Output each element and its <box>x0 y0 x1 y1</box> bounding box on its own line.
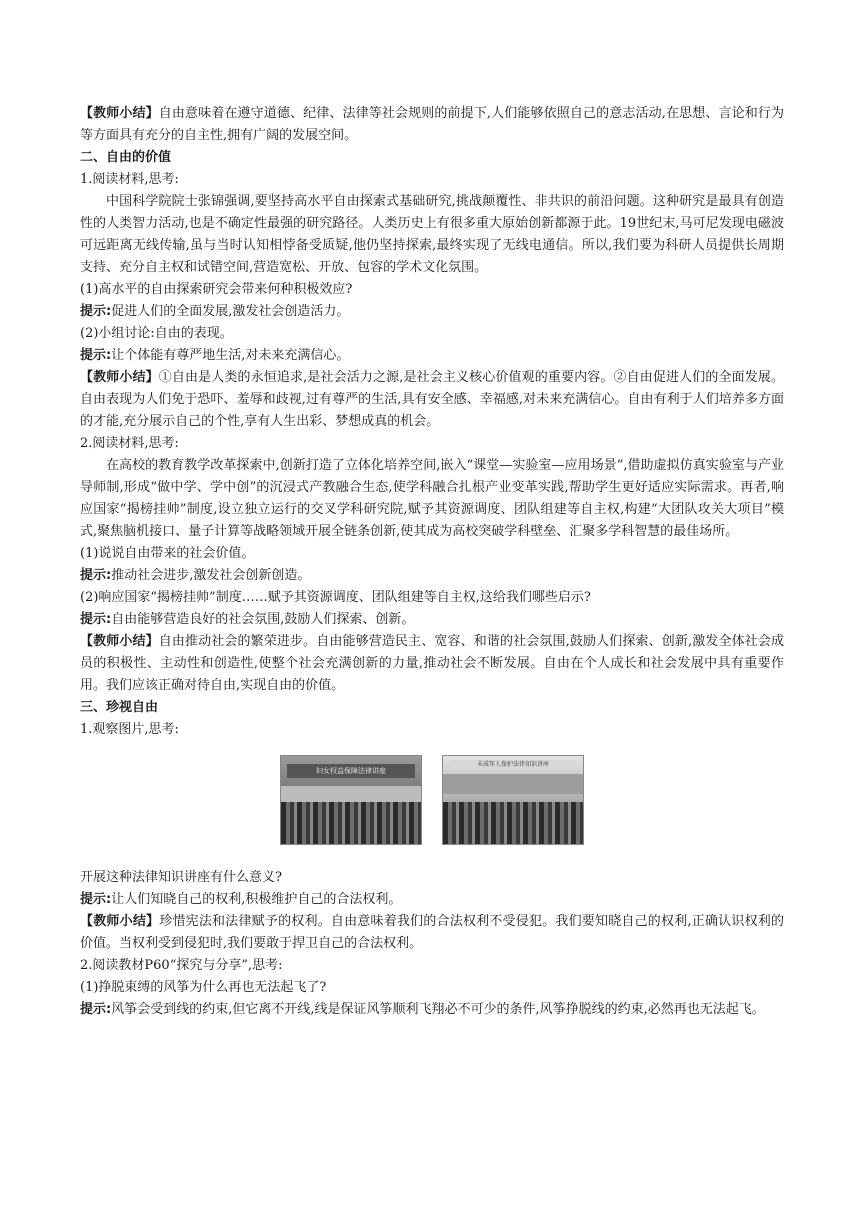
hint-text: 自由能够营造良好的社会氛围,鼓励人们探索、创新。 <box>111 612 415 627</box>
hint-6 <box>80 999 784 1021</box>
sub-question-5: 开展这种法律知识讲座有什么意义? <box>80 870 282 885</box>
photo-banner: 妇女权益保障法律讲座 <box>287 764 415 778</box>
teacher-summary-text: 珍惜宪法和法律赋予的权利。自由意味着我们的合法权利不受侵犯。我们要知晓自己的权利,正确认识权利的价值。当权利受到侵犯时,我们要敢于捍卫自己的合法权利。 <box>80 914 784 951</box>
teacher-summary-text: ①自由是人类的永恒追求,是社会活力之源,是社会主义核心价值观的重要内容。②自由促进人们的全面发展。自由表现为人们免于恐吓、羞辱和歧视,过有尊严的生活,具有安全感、幸福感,对未来充满信心。自由有利于人们培养多方面的才能,充分展示自己的个性,享有人生出彩、梦想成真的机会。 <box>80 370 784 429</box>
teacher-summary-4 <box>80 911 784 955</box>
photo-audience <box>281 802 421 844</box>
question-2: 2.阅读材料,思考: <box>80 436 179 451</box>
photo-audience <box>443 802 583 844</box>
section-heading-3: 三、珍视自由 <box>80 700 159 715</box>
material-1: 中国科学院院士张锦强调,要坚持高水平自由探索式基础研究,挑战颠覆性、非共识的前沿问题。这种研究是最具有创造性的人类智力活动,也是不确定性最强的研究路径。人类历史上有很多重大原始创新都源于此。19世纪末,马可尼发现电磁波可远距离无线传输,虽与当时认知相悖备受质疑,他仍坚持探索,最终实现了无线电通信。所以,我们要为科研人员提供长周期支持、充分自主权和试错空间,营造宽松、开放、包容的学术文化氛围。 <box>80 194 784 275</box>
sub-question-2: (2)小组讨论:自由的表现。 <box>80 326 233 341</box>
teacher-summary-tag: 【教师小结】 <box>80 106 159 121</box>
lecture-photo-2 <box>442 755 584 845</box>
sub-question-6: (1)挣脱束缚的风筝为什么再也无法起飞了? <box>80 980 327 995</box>
lecture-photo-1 <box>280 755 422 845</box>
hint-label: 提示: <box>80 304 112 319</box>
hint-label: 提示: <box>80 892 112 907</box>
hint-3 <box>80 565 784 587</box>
document-page <box>80 103 784 1021</box>
hint-label: 提示: <box>80 348 112 363</box>
hint-5 <box>80 889 784 911</box>
hint-text: 促进人们的全面发展,激发社会创造活力。 <box>111 304 350 319</box>
teacher-summary-1 <box>80 103 784 147</box>
section-heading-2: 二、自由的价值 <box>80 150 172 165</box>
hint-2 <box>80 345 784 367</box>
teacher-summary-3 <box>80 631 784 697</box>
hint-label: 提示: <box>80 1002 112 1017</box>
teacher-summary-tag: 【教师小结】 <box>80 914 160 929</box>
question-3: 1.观察图片,思考: <box>80 722 179 737</box>
photo-row <box>80 755 784 845</box>
sub-question-1: (1)高水平的自由探索研究会带来何种积极效应? <box>80 282 353 297</box>
sub-question-4: (2)响应国家“揭榜挂帅”制度……赋予其资源调度、团队组建等自主权,这给我们哪些启示? <box>80 590 591 605</box>
hint-text: 风筝会受到线的约束,但它离不开线,线是保证风筝顺利飞翔必不可少的条件,风筝挣脱线的约束,必然再也无法起飞。 <box>111 1002 765 1017</box>
hint-label: 提示: <box>80 612 112 627</box>
hint-4 <box>80 609 784 631</box>
teacher-summary-tag: 【教师小结】 <box>80 370 159 385</box>
sub-question-3: (1)说说自由带来的社会价值。 <box>80 546 255 561</box>
hint-text: 让人们知晓自己的权利,积极维护自己的合法权利。 <box>111 892 402 907</box>
teacher-summary-tag: 【教师小结】 <box>80 634 159 649</box>
photo-stage <box>281 786 421 802</box>
teacher-summary-text: 自由推动社会的繁荣进步。自由能够营造民主、宽容、和谐的社会氛围,鼓励人们探索、创新,激发全体社会成员的积极性、主动性和创造性,使整个社会充满创新的力量,推动社会不断发展。自由在个人成长和社会发展中具有重要作用。我们应该正确对待自由,实现自由的价值。 <box>80 634 784 693</box>
hint-1 <box>80 301 784 323</box>
hint-label: 提示: <box>80 568 112 583</box>
photo-stage <box>443 774 583 794</box>
question-1: 1.阅读材料,思考: <box>80 172 179 187</box>
teacher-summary-text: 自由意味着在遵守道德、纪律、法律等社会规则的前提下,人们能够依照自己的意志活动,在思想、言论和行为等方面具有充分的自主性,拥有广阔的发展空间。 <box>80 106 784 143</box>
question-4: 2.阅读教材P60“探究与分享”,思考: <box>80 958 283 973</box>
teacher-summary-2 <box>80 367 784 433</box>
photo-banner: 未成年人保护法律知识讲座 <box>449 760 577 770</box>
hint-text: 让个体能有尊严地生活,对未来充满信心。 <box>111 348 350 363</box>
hint-text: 推动社会进步,激发社会创新创造。 <box>111 568 311 583</box>
material-2: 在高校的教育教学改革探索中,创新打造了立体化培养空间,嵌入“课堂—实验室—应用场景”,借助虚拟仿真实验室与产业导师制,形成“做中学、学中创”的沉浸式产教融合生态,使学科融合扎根产业变革实践,帮助学生更好适应实际需求。再者,响应国家“揭榜挂帅”制度,设立独立运行的交叉学科研究院,赋予其资源调度、团队组建等自主权,构建“大团队攻关大项目”模式,聚焦脑机接口、量子计算等战略领域开展全链条创新,使其成为高校突破学科壁垒、汇聚多学科智慧的最佳场所。 <box>80 458 784 539</box>
